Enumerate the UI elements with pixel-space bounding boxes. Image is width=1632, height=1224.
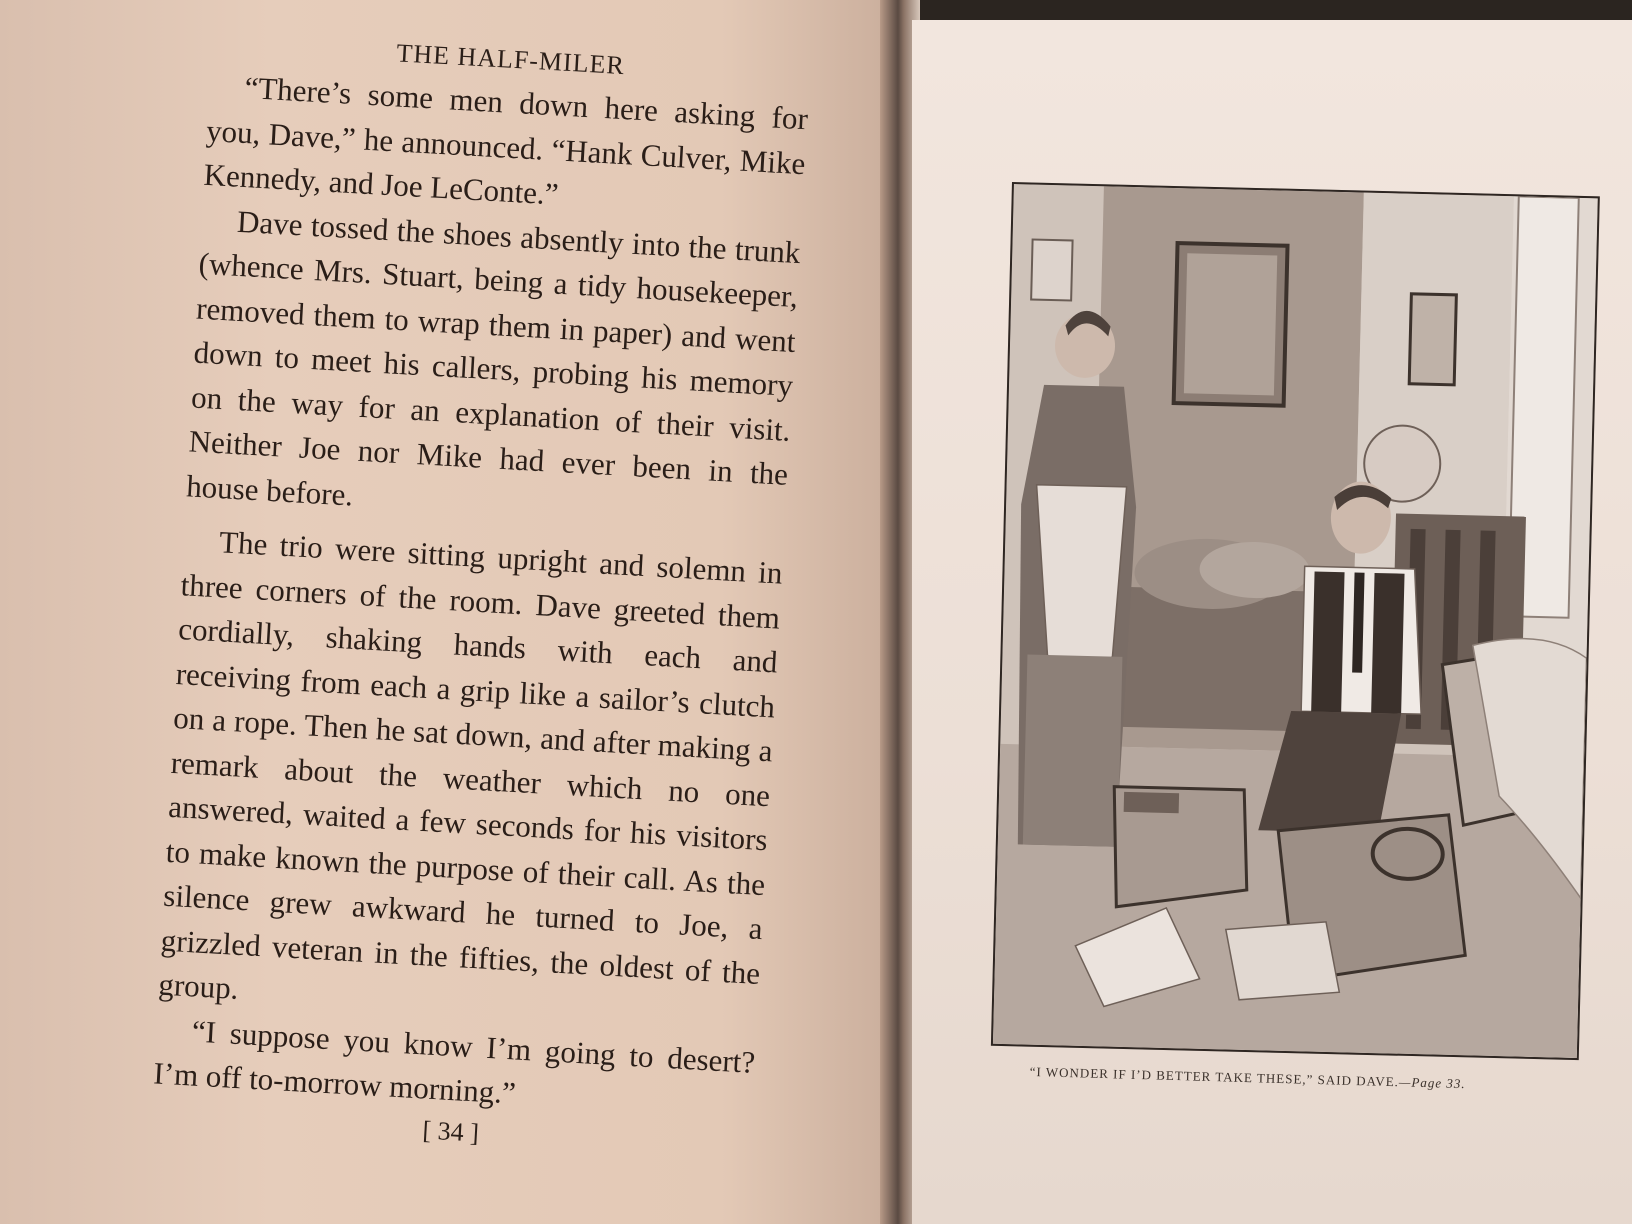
caption-text: “I WONDER IF I’D BETTER TAKE THESE,” SAID DAVE. [1029,1064,1400,1090]
running-head: THE HALF-MILER [395,38,626,81]
illustration-plate [991,182,1600,1060]
paragraph-4: “I suppose you know I’m going to desert? I’m off to-morrow morning.” [152,1012,757,1111]
page-number: [ 34 ] [421,1115,480,1148]
paragraph-2: Dave tossed the shoes absently into the trunk (whence Mrs. Stuart, being a tidy housekeeper, removed them to wrap them in paper) and went down to meet his callers, probing his memory on the way for an explanation of their visit. Neither Joe nor Mike had ever been in the house before. [185,203,802,513]
caption-page-ref: —Page 33. [1398,1074,1466,1092]
text-block [150,28,811,1163]
paragraph-1: “There’s some men down here asking for you, Dave,” he announced. “Hank Culver, Mike Kennedy, and Joe LeConte.” [202,69,809,212]
paragraph-3: The trio were sitting upright and solemn in three corners of the room. Dave greeted them cordially, shaking hands with each and receiving from each a grip like a sailor’s clutch on a rope. Then he sat down, and after making a remark about the weather which no one answered, waited a few seconds for his visitors to make known the purpose of their call. As the silence grew awkward he turned to Joe, a grizzled veteran in the fifties, the oldest of the group. [157,524,784,1006]
illustration-drawing [993,184,1598,1058]
